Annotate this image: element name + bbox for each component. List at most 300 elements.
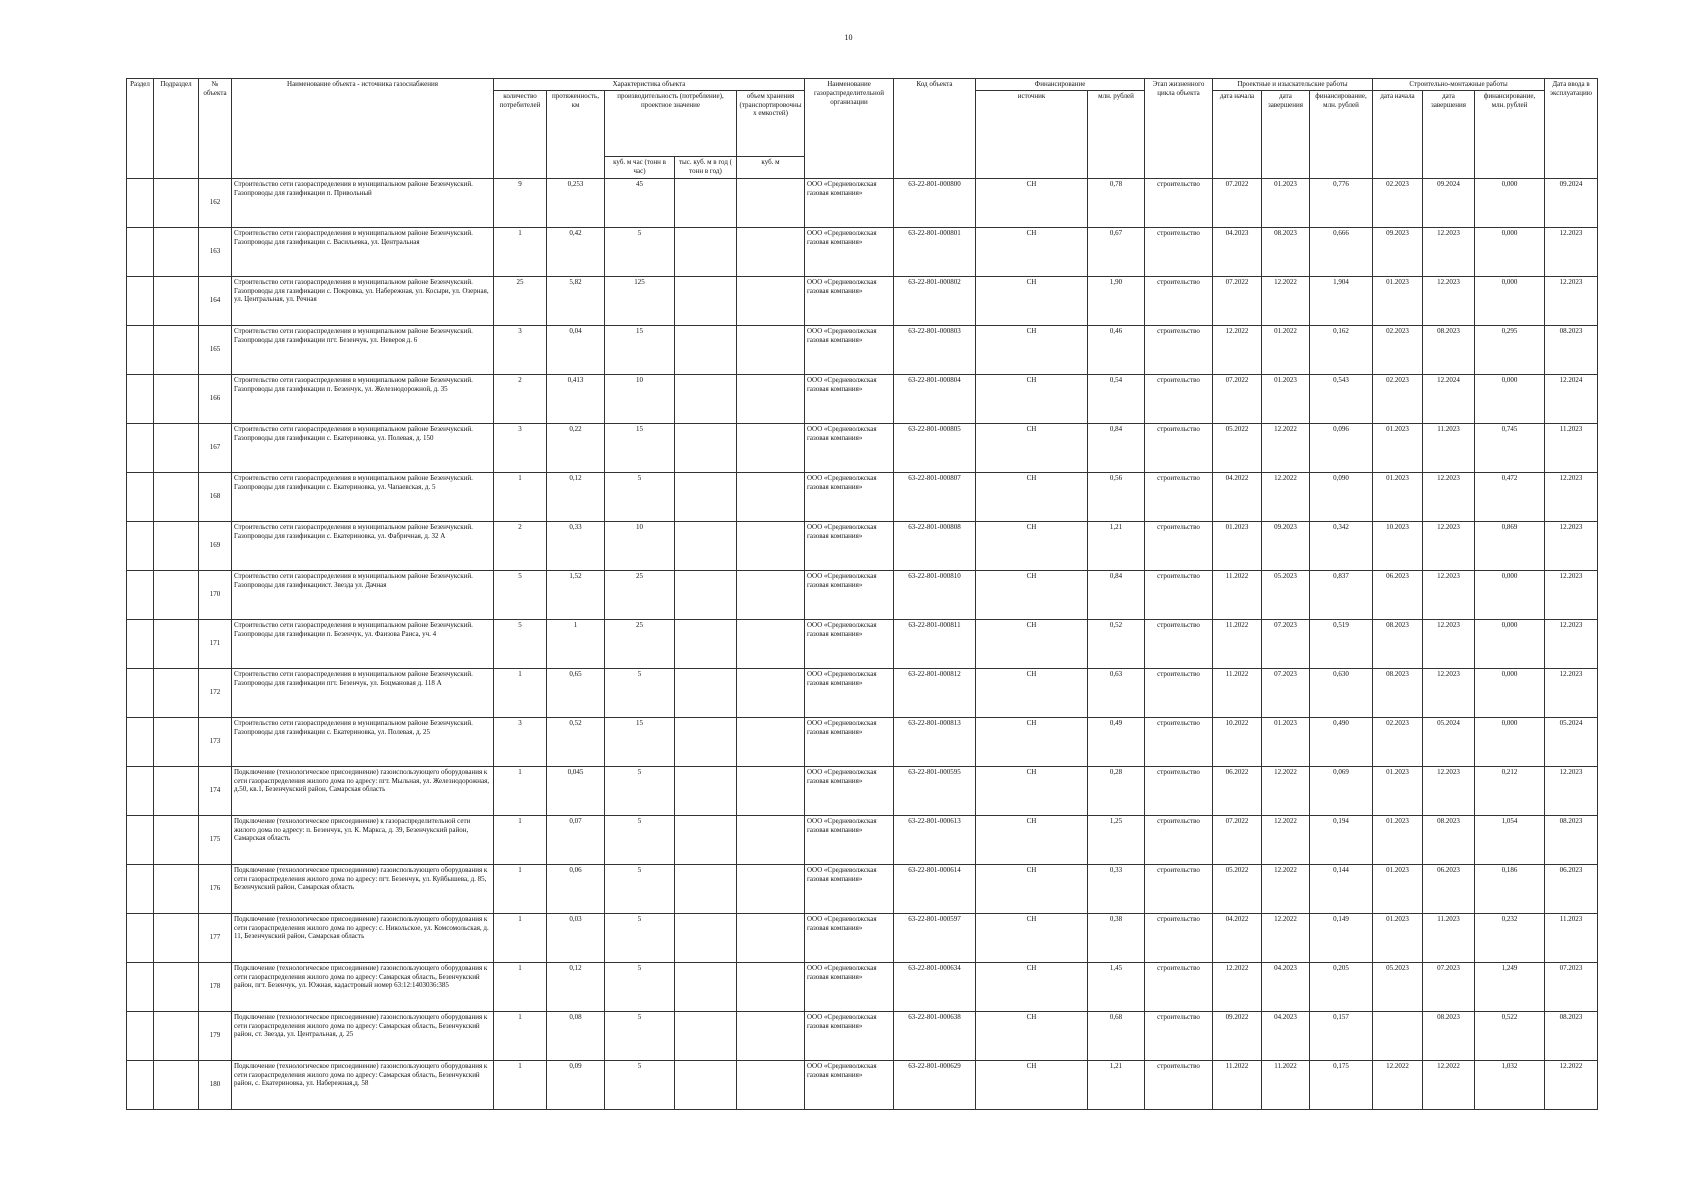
cell-p-start: 06.2022 <box>1213 766 1262 815</box>
cell-org: ООО «Средневолжская газовая компания» <box>805 1011 894 1060</box>
cell-qty: 5 <box>494 619 547 668</box>
cell-src: СН <box>976 815 1088 864</box>
cell-empty <box>737 423 805 472</box>
cell-empty <box>154 962 199 1011</box>
cell-qty: 1 <box>494 815 547 864</box>
table-row <box>127 227 1598 276</box>
cell-empty <box>154 619 199 668</box>
cell-perf: 5 <box>605 913 675 962</box>
cell-stage: строительство <box>1145 864 1213 913</box>
cell-empty <box>154 570 199 619</box>
cell-p-end: 05.2023 <box>1262 570 1310 619</box>
cell-stage: строительство <box>1145 570 1213 619</box>
cell-org: ООО «Средневолжская газовая компания» <box>805 178 894 227</box>
cell-name: Строительство сети газораспределения в муниципальном районе Безенчукский. Газопроводы для газификации п. Привольный <box>232 178 494 227</box>
cell-empty <box>127 570 154 619</box>
cell-org: ООО «Средневолжская газовая компания» <box>805 962 894 1011</box>
cell-num: 165 <box>199 325 232 374</box>
cell-org: ООО «Средневолжская газовая компания» <box>805 815 894 864</box>
cell-commission: 12.2023 <box>1545 619 1598 668</box>
cell-org: ООО «Средневолжская газовая компания» <box>805 717 894 766</box>
cell-commission: 12.2023 <box>1545 766 1598 815</box>
cell-org: ООО «Средневолжская газовая компания» <box>805 227 894 276</box>
cell-s-end: 12.2022 <box>1423 1060 1475 1109</box>
cell-empty <box>154 1011 199 1060</box>
cell-stage: строительство <box>1145 276 1213 325</box>
cell-s-end: 12.2023 <box>1423 619 1475 668</box>
cell-src: СН <box>976 276 1088 325</box>
cell-org: ООО «Средневолжская газовая компания» <box>805 864 894 913</box>
cell-s-end: 12.2023 <box>1423 521 1475 570</box>
cell-empty <box>154 374 199 423</box>
cell-qty: 2 <box>494 374 547 423</box>
table-row <box>127 276 1598 325</box>
cell-empty <box>154 913 199 962</box>
table-header <box>127 79 1598 179</box>
cell-org: ООО «Средневолжская газовая компания» <box>805 570 894 619</box>
table-row <box>127 766 1598 815</box>
cell-p-fin: 0,630 <box>1310 668 1373 717</box>
cell-mln: 1,21 <box>1088 521 1145 570</box>
table-row <box>127 864 1598 913</box>
cell-mln: 0,46 <box>1088 325 1145 374</box>
cell-empty <box>737 913 805 962</box>
cell-s-fin: 0,000 <box>1475 668 1545 717</box>
cell-mln: 0,28 <box>1088 766 1145 815</box>
cell-p-start: 04.2022 <box>1213 913 1262 962</box>
cell-src: СН <box>976 325 1088 374</box>
cell-name: Подключение (технологическое присоединение) газоиспользующего оборудования к сети газораспределения жилого дома по адресу: пгт. Мыльная, ул. Железнодорожная, д.50, кв.1, Безенчукский район, Самарская область <box>232 766 494 815</box>
cell-empty <box>154 668 199 717</box>
cell-qty: 3 <box>494 423 547 472</box>
table-body <box>127 178 1598 1109</box>
cell-p-end: 12.2022 <box>1262 864 1310 913</box>
table-row <box>127 178 1598 227</box>
cell-p-end: 08.2023 <box>1262 227 1310 276</box>
col-mln: млн. рублей <box>1088 90 1145 178</box>
cell-num: 164 <box>199 276 232 325</box>
cell-len: 0,42 <box>547 227 605 276</box>
cell-p-fin: 0,205 <box>1310 962 1373 1011</box>
cell-empty <box>154 472 199 521</box>
cell-s-end: 07.2023 <box>1423 962 1475 1011</box>
cell-p-start: 07.2022 <box>1213 178 1262 227</box>
cell-p-start: 11.2022 <box>1213 1060 1262 1109</box>
cell-num: 170 <box>199 570 232 619</box>
cell-commission: 08.2023 <box>1545 815 1598 864</box>
cell-org: ООО «Средневолжская газовая компания» <box>805 374 894 423</box>
cell-p-end: 12.2022 <box>1262 276 1310 325</box>
cell-s-start: 01.2023 <box>1373 472 1423 521</box>
cell-len: 0,65 <box>547 668 605 717</box>
cell-s-start: 02.2023 <box>1373 178 1423 227</box>
cell-s-start: 02.2023 <box>1373 325 1423 374</box>
cell-len: 0,253 <box>547 178 605 227</box>
cell-perf: 5 <box>605 1060 675 1109</box>
cell-s-start: 01.2023 <box>1373 815 1423 864</box>
cell-s-start: 05.2023 <box>1373 962 1423 1011</box>
cell-empty <box>675 178 737 227</box>
cell-empty <box>154 1060 199 1109</box>
cell-commission: 05.2024 <box>1545 717 1598 766</box>
cell-s-start: 08.2023 <box>1373 668 1423 717</box>
cell-name: Строительство сети газораспределения в муниципальном районе Безенчукский. Газопроводы для газификации пгт. Безенчук, ул. Невероя д. 6 <box>232 325 494 374</box>
cell-stage: строительство <box>1145 374 1213 423</box>
cell-empty <box>154 766 199 815</box>
cell-empty <box>675 962 737 1011</box>
col-razdel: Раздел <box>127 79 154 179</box>
cell-empty <box>127 1060 154 1109</box>
cell-src: СН <box>976 864 1088 913</box>
cell-mln: 0,56 <box>1088 472 1145 521</box>
cell-empty <box>737 766 805 815</box>
cell-stage: строительство <box>1145 521 1213 570</box>
table-row <box>127 570 1598 619</box>
cell-len: 0,413 <box>547 374 605 423</box>
cell-commission: 12.2023 <box>1545 227 1598 276</box>
cell-commission: 12.2024 <box>1545 374 1598 423</box>
cell-num: 167 <box>199 423 232 472</box>
cell-len: 0,03 <box>547 913 605 962</box>
cell-num: 176 <box>199 864 232 913</box>
cell-p-end: 09.2023 <box>1262 521 1310 570</box>
cell-len: 0,12 <box>547 472 605 521</box>
cell-p-end: 12.2022 <box>1262 815 1310 864</box>
cell-s-end: 05.2024 <box>1423 717 1475 766</box>
cell-code: 63-22-801-000803 <box>894 325 976 374</box>
cell-len: 0,52 <box>547 717 605 766</box>
cell-s-end: 12.2023 <box>1423 668 1475 717</box>
cell-p-fin: 0,157 <box>1310 1011 1373 1060</box>
cell-empty <box>127 276 154 325</box>
cell-qty: 1 <box>494 1011 547 1060</box>
cell-s-end: 08.2023 <box>1423 815 1475 864</box>
cell-s-end: 12.2023 <box>1423 276 1475 325</box>
cell-empty <box>127 815 154 864</box>
cell-qty: 1 <box>494 1060 547 1109</box>
cell-empty <box>675 374 737 423</box>
cell-mln: 0,67 <box>1088 227 1145 276</box>
col-tys-kub-god: тыс. куб. м в год ( тонн в год) <box>675 156 737 178</box>
cell-qty: 1 <box>494 668 547 717</box>
cell-p-start: 11.2022 <box>1213 668 1262 717</box>
cell-p-start: 04.2023 <box>1213 227 1262 276</box>
cell-p-start: 04.2022 <box>1213 472 1262 521</box>
cell-code: 63-22-801-000807 <box>894 472 976 521</box>
cell-code: 63-22-801-000808 <box>894 521 976 570</box>
cell-empty <box>675 619 737 668</box>
cell-perf: 10 <box>605 521 675 570</box>
cell-empty <box>675 668 737 717</box>
cell-src: СН <box>976 227 1088 276</box>
cell-src: СН <box>976 668 1088 717</box>
cell-empty <box>737 570 805 619</box>
cell-name: Подключение (технологическое присоединение) к газораспределительной сети жилого дома по адресу: п. Безенчук, ул. К. Маркса, д. 39, Безенчукский район, Самарская область <box>232 815 494 864</box>
cell-mln: 0,84 <box>1088 570 1145 619</box>
cell-code: 63-22-801-000812 <box>894 668 976 717</box>
cell-p-fin: 0,666 <box>1310 227 1373 276</box>
cell-empty <box>675 815 737 864</box>
cell-empty <box>737 276 805 325</box>
cell-code: 63-22-801-000597 <box>894 913 976 962</box>
cell-code: 63-22-801-000595 <box>894 766 976 815</box>
cell-perf: 5 <box>605 668 675 717</box>
cell-src: СН <box>976 1060 1088 1109</box>
cell-empty <box>154 178 199 227</box>
cell-p-start: 11.2022 <box>1213 570 1262 619</box>
cell-num: 172 <box>199 668 232 717</box>
cell-p-end: 11.2022 <box>1262 1060 1310 1109</box>
cell-qty: 25 <box>494 276 547 325</box>
cell-stage: строительство <box>1145 1060 1213 1109</box>
cell-stage: строительство <box>1145 619 1213 668</box>
cell-mln: 0,84 <box>1088 423 1145 472</box>
cell-num: 179 <box>199 1011 232 1060</box>
cell-s-end: 12.2023 <box>1423 227 1475 276</box>
col-proekt: Проектные и изыскательские работы <box>1213 79 1373 91</box>
cell-empty <box>127 962 154 1011</box>
table-row <box>127 374 1598 423</box>
cell-p-fin: 0,490 <box>1310 717 1373 766</box>
col-proizvoditelnost: производительность (потребление), проектное значение <box>605 90 737 156</box>
col-finansirovanie: Финансирование <box>976 79 1145 91</box>
cell-s-start: 08.2023 <box>1373 619 1423 668</box>
cell-mln: 0,33 <box>1088 864 1145 913</box>
col-org: Наименование газораспределительной организации <box>805 79 894 179</box>
cell-org: ООО «Средневолжская газовая компания» <box>805 472 894 521</box>
cell-s-start: 09.2023 <box>1373 227 1423 276</box>
cell-p-fin: 0,519 <box>1310 619 1373 668</box>
cell-code: 63-22-801-000813 <box>894 717 976 766</box>
cell-num: 178 <box>199 962 232 1011</box>
cell-name: Строительство сети газораспределения в муниципальном районе Безенчукский. Газопроводы для газификации с. Екатериновка, ул. Чапаевская, д. 5 <box>232 472 494 521</box>
cell-code: 63-22-801-000811 <box>894 619 976 668</box>
cell-stage: строительство <box>1145 717 1213 766</box>
cell-qty: 1 <box>494 913 547 962</box>
cell-src: СН <box>976 374 1088 423</box>
cell-s-start: 02.2023 <box>1373 717 1423 766</box>
col-smr: Строительно-монтажные работы <box>1373 79 1545 91</box>
col-proekt-start: дата начала <box>1213 90 1262 178</box>
cell-org: ООО «Средневолжская газовая компания» <box>805 423 894 472</box>
cell-s-fin: 0,000 <box>1475 276 1545 325</box>
cell-s-end: 08.2023 <box>1423 325 1475 374</box>
cell-s-fin: 0,000 <box>1475 374 1545 423</box>
cell-perf: 5 <box>605 227 675 276</box>
table-row <box>127 815 1598 864</box>
cell-name: Строительство сети газораспределения в муниципальном районе Безенчукский. Газопроводы для газификации п. Безенчук, ул. Фаизова Раиса, уч. 4 <box>232 619 494 668</box>
cell-s-start: 02.2023 <box>1373 374 1423 423</box>
cell-s-fin: 0,745 <box>1475 423 1545 472</box>
cell-org: ООО «Средневолжская газовая компания» <box>805 325 894 374</box>
cell-s-end: 12.2023 <box>1423 472 1475 521</box>
cell-s-fin: 1,054 <box>1475 815 1545 864</box>
cell-commission: 12.2022 <box>1545 1060 1598 1109</box>
cell-name: Строительство сети газораспределения в муниципальном районе Безенчукский. Газопроводы для газификации с. Екатериновка, ул. Полевая, д. 150 <box>232 423 494 472</box>
cell-s-fin: 1,249 <box>1475 962 1545 1011</box>
cell-p-end: 01.2023 <box>1262 374 1310 423</box>
cell-empty <box>675 227 737 276</box>
cell-stage: строительство <box>1145 178 1213 227</box>
cell-code: 63-22-801-000805 <box>894 423 976 472</box>
cell-num: 171 <box>199 619 232 668</box>
cell-s-start: 06.2023 <box>1373 570 1423 619</box>
col-kod: Код объекта <box>894 79 976 179</box>
cell-p-end: 12.2022 <box>1262 472 1310 521</box>
cell-src: СН <box>976 766 1088 815</box>
cell-empty <box>127 178 154 227</box>
cell-len: 0,07 <box>547 815 605 864</box>
cell-len: 1 <box>547 619 605 668</box>
cell-empty <box>737 374 805 423</box>
cell-qty: 1 <box>494 472 547 521</box>
col-etap: Этап жизненного цикла объекта <box>1145 79 1213 179</box>
cell-p-fin: 0,543 <box>1310 374 1373 423</box>
cell-perf: 15 <box>605 717 675 766</box>
table-row <box>127 717 1598 766</box>
cell-empty <box>737 962 805 1011</box>
cell-s-fin: 1,032 <box>1475 1060 1545 1109</box>
cell-empty <box>127 521 154 570</box>
cell-empty <box>127 423 154 472</box>
cell-name: Строительство сети газораспределения в муниципальном районе Безенчукский. Газопроводы для газификации с. Екатериновка, ул. Полевая, д. 25 <box>232 717 494 766</box>
cell-name: Строительство сети газораспределения в муниципальном районе Безенчукский. Газопроводы для газификации с. Екатериновка, ул. Фабричная, д. 32 А <box>232 521 494 570</box>
cell-perf: 45 <box>605 178 675 227</box>
cell-code: 63-22-801-000800 <box>894 178 976 227</box>
cell-code: 63-22-801-000802 <box>894 276 976 325</box>
cell-empty <box>127 913 154 962</box>
cell-empty <box>675 864 737 913</box>
cell-p-fin: 1,904 <box>1310 276 1373 325</box>
cell-commission: 11.2023 <box>1545 423 1598 472</box>
cell-p-fin: 0,096 <box>1310 423 1373 472</box>
cell-src: СН <box>976 423 1088 472</box>
cell-empty <box>675 521 737 570</box>
cell-src: СН <box>976 1011 1088 1060</box>
cell-s-fin: 0,295 <box>1475 325 1545 374</box>
cell-stage: строительство <box>1145 472 1213 521</box>
cell-s-fin: 0,000 <box>1475 570 1545 619</box>
cell-code: 63-22-801-000804 <box>894 374 976 423</box>
cell-mln: 1,25 <box>1088 815 1145 864</box>
cell-s-fin: 0,869 <box>1475 521 1545 570</box>
cell-empty <box>127 766 154 815</box>
cell-empty <box>154 521 199 570</box>
cell-qty: 2 <box>494 521 547 570</box>
cell-name: Строительство сети газораспределения в муниципальном районе Безенчукский. Газопроводы для газификации с. Васильевка, ул. Центральная <box>232 227 494 276</box>
cell-empty <box>675 325 737 374</box>
cell-empty <box>737 1011 805 1060</box>
col-harakteristika: Характеристика объекта <box>494 79 805 91</box>
cell-empty <box>127 227 154 276</box>
page-number: 10 <box>844 33 853 42</box>
cell-empty <box>127 325 154 374</box>
cell-len: 0,08 <box>547 1011 605 1060</box>
cell-p-end: 12.2022 <box>1262 423 1310 472</box>
cell-p-start: 12.2022 <box>1213 325 1262 374</box>
cell-commission: 12.2023 <box>1545 570 1598 619</box>
cell-src: СН <box>976 521 1088 570</box>
cell-org: ООО «Средневолжская газовая компания» <box>805 668 894 717</box>
cell-commission: 07.2023 <box>1545 962 1598 1011</box>
cell-mln: 0,52 <box>1088 619 1145 668</box>
cell-code: 63-22-801-000810 <box>894 570 976 619</box>
cell-mln: 1,45 <box>1088 962 1145 1011</box>
cell-src: СН <box>976 619 1088 668</box>
cell-stage: строительство <box>1145 913 1213 962</box>
cell-empty <box>154 423 199 472</box>
cell-p-fin: 0,175 <box>1310 1060 1373 1109</box>
cell-empty <box>127 864 154 913</box>
cell-qty: 5 <box>494 570 547 619</box>
cell-s-fin: 0,000 <box>1475 178 1545 227</box>
table-row <box>127 325 1598 374</box>
cell-empty <box>675 913 737 962</box>
cell-qty: 1 <box>494 227 547 276</box>
cell-stage: строительство <box>1145 325 1213 374</box>
col-kolichestvo: количество потребителей <box>494 90 547 178</box>
cell-src: СН <box>976 570 1088 619</box>
cell-num: 177 <box>199 913 232 962</box>
cell-len: 0,22 <box>547 423 605 472</box>
table-row <box>127 913 1598 962</box>
col-istochnik: источник <box>976 90 1088 178</box>
col-proekt-fin: финансирование, млн. рублей <box>1310 90 1373 178</box>
cell-name: Строительство сети газораспределения в муниципальном районе Безенчукский. Газопроводы для газификации пгт. Безенчук, ул. Боцмановая д. 118 А <box>232 668 494 717</box>
cell-s-end: 08.2023 <box>1423 1011 1475 1060</box>
cell-name: Подключение (технологическое присоединение) газоиспользующего оборудования к сети газораспределения жилого дома по адресу: пгт. Безенчук, ул. Куйбышева, д. 85, Безенчукский район, Самарская область <box>232 864 494 913</box>
cell-empty <box>737 864 805 913</box>
cell-s-end: 09.2024 <box>1423 178 1475 227</box>
col-podrazdel: Подраздел <box>154 79 199 179</box>
cell-name: Подключение (технологическое присоединение) газоиспользующего оборудования к сети газораспределения жилого дома по адресу: Самарская область, Безенчукский район, пгт. Безенчук, ул. Южная, кадастровый номер 63:12:1403036:385 <box>232 962 494 1011</box>
table-row <box>127 619 1598 668</box>
cell-commission: 09.2024 <box>1545 178 1598 227</box>
cell-empty <box>127 1011 154 1060</box>
cell-perf: 5 <box>605 815 675 864</box>
cell-commission: 12.2023 <box>1545 472 1598 521</box>
cell-perf: 5 <box>605 766 675 815</box>
cell-empty <box>737 325 805 374</box>
cell-num: 180 <box>199 1060 232 1109</box>
cell-p-start: 05.2022 <box>1213 864 1262 913</box>
cell-empty <box>154 227 199 276</box>
cell-name: Подключение (технологическое присоединение) газоиспользующего оборудования к сети газораспределения жилого дома по адресу: с. Никольское, ул. Комсомольская, д. 11, Безенчукский район, Самарская область <box>232 913 494 962</box>
cell-commission: 12.2023 <box>1545 521 1598 570</box>
table-row <box>127 1060 1598 1109</box>
col-smr-fin: финансирование, млн. рублей <box>1475 90 1545 178</box>
cell-code: 63-22-801-000613 <box>894 815 976 864</box>
cell-p-start: 01.2023 <box>1213 521 1262 570</box>
cell-num: 169 <box>199 521 232 570</box>
cell-p-fin: 0,090 <box>1310 472 1373 521</box>
cell-src: СН <box>976 913 1088 962</box>
cell-qty: 1 <box>494 766 547 815</box>
cell-p-end: 04.2023 <box>1262 1011 1310 1060</box>
cell-empty <box>737 815 805 864</box>
cell-num: 173 <box>199 717 232 766</box>
table-row <box>127 962 1598 1011</box>
cell-s-end: 12.2024 <box>1423 374 1475 423</box>
cell-empty <box>127 717 154 766</box>
cell-name: Строительство сети газораспределения в муниципальном районе Безенчукский. Газопроводы для газификации п. Безенчук, ул. Железнодорожной, д. 35 <box>232 374 494 423</box>
cell-name: Строительство сети газораспределения в муниципальном районе Безенчукский. Газопроводы для газификациист. Звезда ул. Дачная <box>232 570 494 619</box>
cell-s-end: 11.2023 <box>1423 423 1475 472</box>
cell-p-end: 01.2023 <box>1262 717 1310 766</box>
cell-stage: строительство <box>1145 227 1213 276</box>
cell-empty <box>675 472 737 521</box>
cell-org: ООО «Средневолжская газовая компания» <box>805 1060 894 1109</box>
